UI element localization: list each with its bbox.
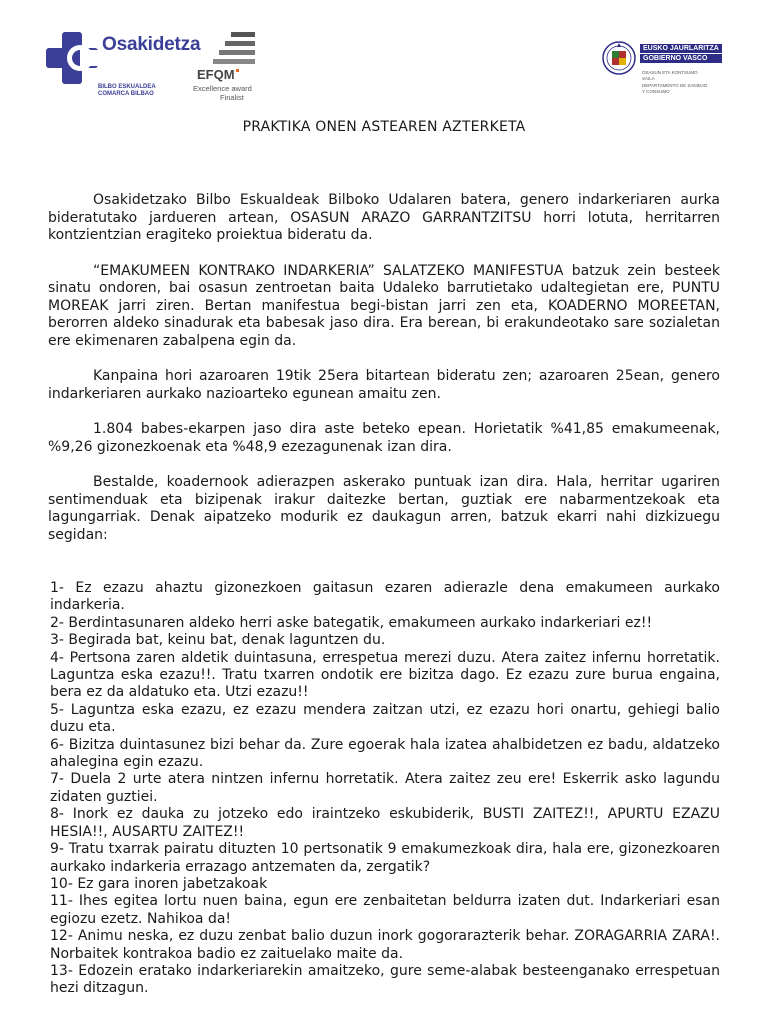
basque-government-seal-icon <box>602 40 636 76</box>
paragraph: Kanpaina hori azaroaren 19tik 25era bitartean bideratu zen; azaroaren 25ean, genero indarkeriaren aurkako nazioarteko egunean amaitu zen. <box>48 368 720 402</box>
efqm-award-text: Excellence award Finalist <box>193 84 252 102</box>
efqm-dot-icon <box>236 69 239 72</box>
list-item: 6- Bizitza duintasunez bizi behar da. Zure egoerak hala izatea ahalbidetzen ez badu, aldatzeko ahalegina egin ezazu. <box>50 736 720 771</box>
list-item: 4- Pertsona zaren aldetik duintasuna, errespetua merezi duzu. Atera zaitez infernu horretatik. Laguntza eska ezazu!!. Tratu txarren ondotik ere bizitza dago. Ez ezazu zure burua engaina, bera ez da aldatuko eta. Utzi ezazu!! <box>50 649 720 701</box>
paragraph: Bestalde, koadernook adierazpen askerako puntuak izan dira. Hala, herritar ugariren sentimenduak eta bizipenak irakur daitezke bertan, guztiak ere nabarmentzekoak eta lagungarriak. Denak aipatzeko modurik ez daukagun arren, batzuk ekarri nahi dizkizuegu segidan: <box>48 474 720 543</box>
list-item: 12- Animu neska, ez duzu zenbat balio duzun inork gogorarazterik behar. ZORAGARRIA ZARA!. Norbaitek kontrakoa badio ez zaituelako maite da. <box>50 928 720 962</box>
list-item: 13- Edozein eratako indarkeriarekin amaitzeko, gure seme-alabak besteenganako errespetuan hezi ditzagun. <box>50 962 720 997</box>
osakidetza-cross-icon <box>46 32 98 84</box>
paragraph: “EMAKUMEEN KONTRAKO INDARKERIA” SALATZEKO MANIFESTUA batzuk zein besteek sinatu ondoren, bai osasun zentroetan baita Udaleko barrutietako udaltegietan ere, PUNTU MOREAK jarri ziren. Bertan manifestua begi-bistan jarri zen eta, KOADERNO MOREETAN, berorren aldeko sinadurak eta babesak jaso dira. Era berean, bi erakundeotako sare sozialetan ere ekimenaren zabalpena egin da. <box>48 262 720 349</box>
list-item: 1- Ez ezazu ahaztu gizonezkoen gaitasun ezaren adierazle dena emakumeen aurkako indarkeria. <box>50 580 720 614</box>
document-title: PRAKTIKA ONEN ASTEAREN AZTERKETA <box>242 119 526 135</box>
list-item: 10- Ez gara inoren jabetzakoak <box>50 875 268 892</box>
list-item: 9- Tratu txarrak pairatu dituzten 10 pertsonatik 9 emakumezkoak dira, hala ere, gizonezkoaren aurkako indarkeria errazago antzematen da, zergatik? <box>50 841 720 875</box>
quotes-list <box>48 580 720 998</box>
government-name-band: EUSKO JAURLARITZA GOBIERNO VASCO <box>640 44 722 64</box>
osakidetza-subtitle: BILBO ESKUALDEA COMARCA BILBAO <box>98 84 156 97</box>
efqm-bars-icon <box>211 32 255 64</box>
paragraph: 1.804 babes-ekarpen jaso dira aste beteko epean. Horietatik %41,85 emakumeenak, %9,26 gizonezkoenak eta %48,9 ezezagunenak izan dira. <box>48 421 720 455</box>
page-header <box>0 0 768 110</box>
cut-off-next-line <box>48 1013 720 1024</box>
list-item: 5- Laguntza eska ezazu, ez ezazu mendera zaitzan utzi, ez ezazu hori onartu, gehiegi balio duzu eta. <box>50 701 720 736</box>
list-item: 7- Duela 2 urte atera nintzen infernu horretatik. Atera zaitez zeu ere! Eskerrik asko lagundu zidaten guztiei. <box>50 771 720 805</box>
efqm-logo <box>193 32 263 104</box>
list-item: 8- Inork ez dauka zu jotzeko edo iraintzeko eskubiderik, BUSTI ZAITEZ!!, APURTU EZAZU HESIA!!, AUSARTU ZAITEZ!! <box>50 806 720 840</box>
paragraph: Osakidetzako Bilbo Eskualdeak Bilboko Udalaren batera, genero indarkeriaren aurka bideratutako jardueren artean, OSASUN ARAZO GARRANTZITSU horri lotuta, herritarren kontzientzian eragiteko proiektua bideratu da. <box>48 192 720 243</box>
list-item: 11- Ihes egitea lortu nuen baina, egun ere zenbaitetan beldurra izaten dut. Indarkeriari esan egiozu ezetz. Nahikoa da! <box>50 893 720 927</box>
osakidetza-name: Osakidetza <box>102 34 201 55</box>
efqm-name: EFQM <box>197 67 239 82</box>
list-item: 3- Begirada bat, keinu bat, denak laguntzen du. <box>50 632 386 649</box>
document-body <box>48 192 720 998</box>
osakidetza-logo <box>46 32 201 102</box>
basque-government-logo <box>602 40 742 110</box>
list-item: 2- Berdintasunaren aldeko herri aske bategatik, emakumeen aurkako indarkeriari ez!! <box>50 614 653 631</box>
department-name: OSASUN ETA KONTSUMO SAILA DEPARTAMENTO DE SANIDAD Y CONSUMO <box>642 70 708 94</box>
